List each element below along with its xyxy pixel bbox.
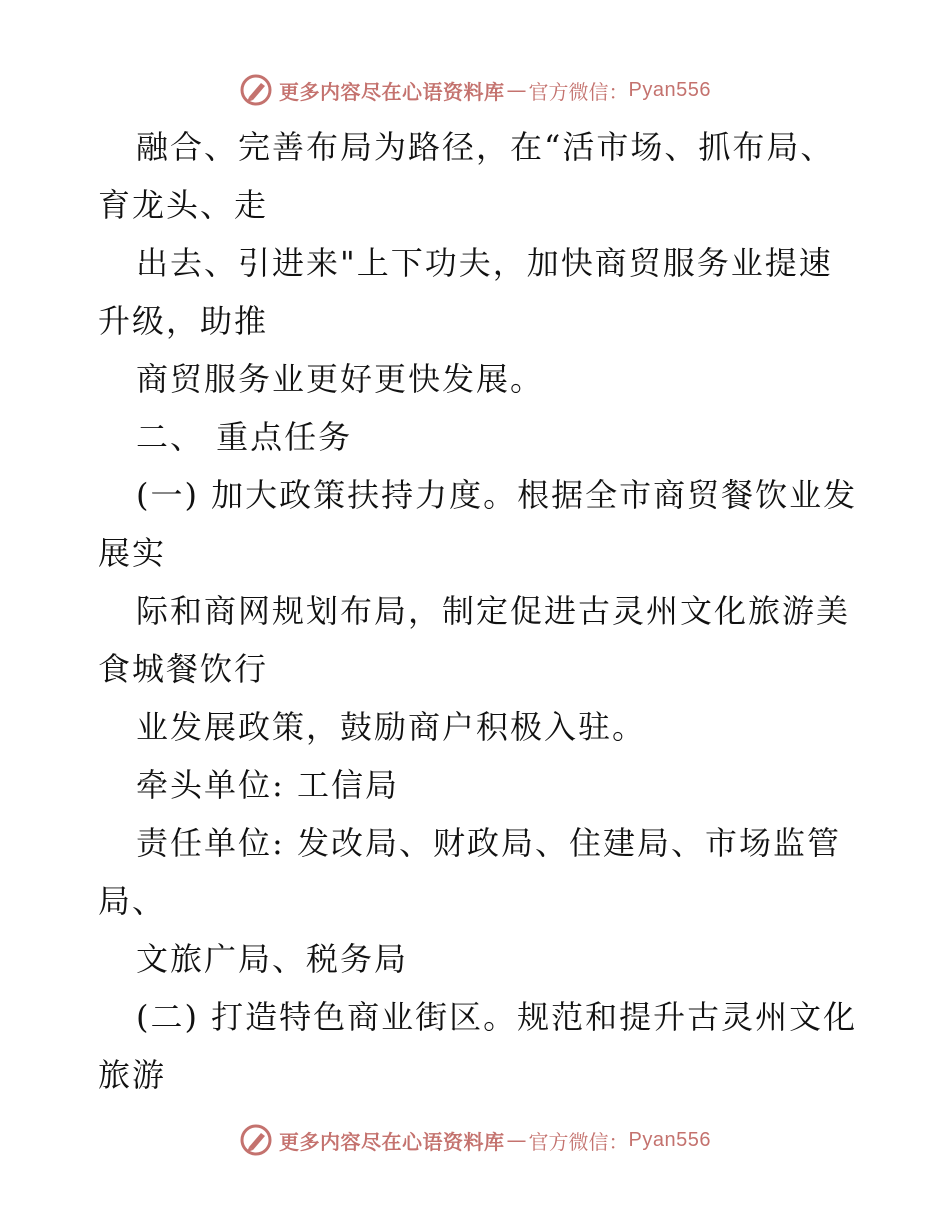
section-heading: 二、 重点任务 xyxy=(136,418,353,456)
watermark-wechat-id: Pyan556 xyxy=(628,78,711,101)
text-line: 局、 xyxy=(98,882,167,920)
document-body xyxy=(98,118,858,1104)
watermark-header xyxy=(0,70,950,110)
pen-logo-icon xyxy=(239,1123,273,1157)
pen-logo-icon xyxy=(239,73,273,107)
watermark-brand: 更多内容尽在心语资料库 xyxy=(279,79,505,104)
text-line: 升级，助推 xyxy=(98,302,269,340)
lead-unit-line: 牵头单位: 工信局 xyxy=(136,766,399,804)
watermark-wechat-id: Pyan556 xyxy=(628,1128,711,1151)
text-line: (二) 打造特色商业街区。规范和提升古灵州文化 xyxy=(136,998,858,1036)
text-line: 商贸服务业更好更快发展。 xyxy=(136,360,545,398)
text-line: 育龙头、走 xyxy=(98,186,269,224)
text-line: 食城餐饮行 xyxy=(98,650,269,688)
watermark-label: 官方微信： xyxy=(528,1129,629,1154)
responsible-units-line: 责任单位: 发改局、财政局、住建局、市场监管 xyxy=(136,824,841,862)
text-line: 融合、完善布局为路径，在“活市场、抓布局、 xyxy=(136,128,835,166)
text-line: 展实 xyxy=(98,534,167,572)
watermark-separator: — xyxy=(506,78,527,102)
text-line: 出去、引进来"上下功夫，加快商贸服务业提速 xyxy=(136,244,833,282)
text-line: 文旅广局、税务局 xyxy=(136,940,409,978)
watermark-separator: — xyxy=(506,1128,527,1152)
text-line: 业发展政策，鼓励商户积极入驻。 xyxy=(136,708,647,746)
watermark-brand: 更多内容尽在心语资料库 xyxy=(279,1129,505,1154)
text-line: 旅游 xyxy=(98,1056,167,1094)
text-line: 际和商网规划布局，制定促进古灵州文化旅游美 xyxy=(136,592,851,630)
text-line: (一) 加大政策扶持力度。根据全市商贸餐饮业发 xyxy=(136,476,858,514)
watermark-footer xyxy=(0,1120,950,1160)
watermark-label: 官方微信： xyxy=(528,79,629,104)
